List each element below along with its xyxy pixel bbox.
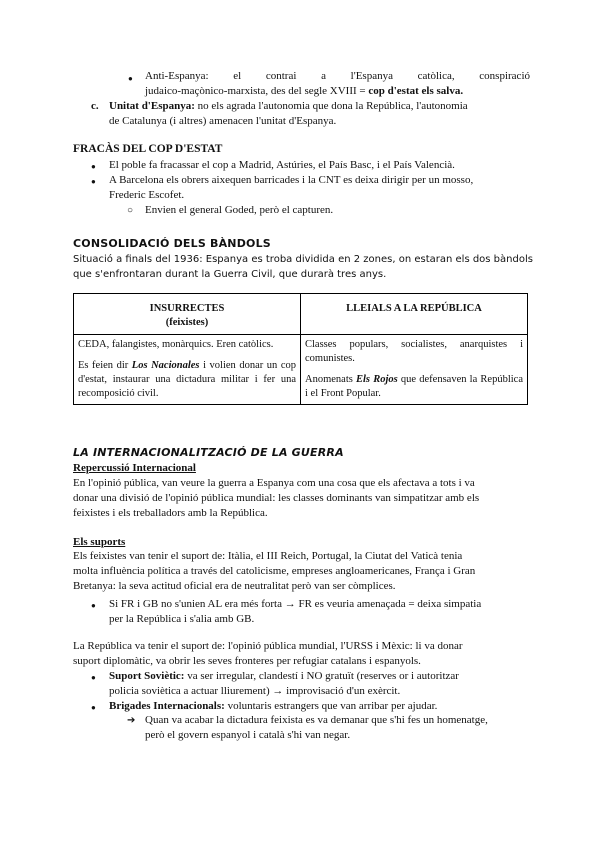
fr-gb-line2: per la República i s'alia amb GB. <box>109 613 255 625</box>
insurgents-title: INSURRECTES <box>149 303 225 314</box>
anti-spain-bullet <box>128 71 133 86</box>
fascist-supports-line2: molta influència política a través del catolicisme, empreses angloamericanes, França i Gran <box>73 565 476 577</box>
repercussion-subheading: Repercussió Internacional <box>73 462 196 474</box>
insurgents-cell <box>74 335 301 405</box>
loyalists-desc-suffix: que defensaven la República i el Front Popular. <box>305 374 523 399</box>
brigades-sub-item <box>145 713 545 743</box>
failure-bullet-2-line2: Frederic Escofet. <box>109 189 185 201</box>
insurgents-description <box>78 359 296 401</box>
consolidation-heading: CONSOLIDACIÓ DELS BÀNDOLS <box>73 237 271 250</box>
list-marker-c: c. <box>91 100 99 112</box>
loyalists-description <box>305 373 523 401</box>
insurgents-desc-suffix: i volien donar un cop d'estat, instaurar una dictadura militar i fer una recomposició civil. <box>78 360 296 399</box>
fr-gb-line1: Si FR i GB no s'unien AL era més forta → FR es veuria amenaçada = deixa simpatia <box>109 598 482 610</box>
unity-line1 <box>109 99 539 114</box>
repercussion-line3: feixistes i els treballadors amb la República. <box>73 507 268 519</box>
republic-supports-line1: La República va tenir el suport de: l'opinió pública mundial, l'URSS i Mèxic: li va donar <box>73 640 463 652</box>
loyalists-desc-prefix: Anomenats <box>305 374 357 385</box>
bullet-icon: ● <box>91 673 96 682</box>
insurgents-name: Los Nacionales <box>131 360 200 371</box>
brigades-label: Brigades Internacionals: <box>109 700 225 712</box>
arrow-icon: ➔ <box>127 715 136 726</box>
anti-spain-line1: Anti-Espanya: el contrai a l'Espanya catòlica, conspiració <box>145 70 530 82</box>
repercussion-line1: En l'opinió pública, van veure la guerra a Espanya com una cosa que els afectava a tots i va <box>73 477 475 489</box>
soviet-line1-text: va ser irregular, clandestí i NO gratuït (reserves or i autoritzar <box>184 670 459 682</box>
consolidation-text <box>73 252 533 282</box>
failure-heading: FRACÀS DEL COP D'ESTAT <box>73 143 223 155</box>
failure-bullet-2-line1: A Barcelona els obrers aixequen barricades i la CNT es deixa dirigir per un mosso, <box>109 174 474 186</box>
failure-bullet-2 <box>109 173 539 203</box>
supports-subheading: Els suports <box>73 536 126 548</box>
anti-spain-line2-text: judaico-maçònico-marxista, des del segle XVIII = <box>145 85 369 97</box>
insurgents-members: CEDA, falangistes, monàrquics. Eren catòlics. <box>78 339 274 350</box>
loyalists-name: Els Rojos <box>356 374 398 385</box>
brigades-text: voluntaris estrangers que van arribar per ajudar. <box>224 700 438 712</box>
fascist-supports-line3: Bretanya: la seva actitud oficial era de neutralitat però van ser còmplices. <box>73 580 396 592</box>
brigades-sub-line1: Quan va acabar la dictadura feixista es va demanar que s'hi fes un homenatge, <box>145 714 488 726</box>
consolidation-line1: Situació a finals del 1936: Espanya es troba dividida en 2 zones, on estaran els dos bàndols <box>73 254 533 265</box>
consolidation-line2: que s'enfrontaran durant la Guerra Civil, que durarà tres anys. <box>73 269 387 280</box>
loyalists-members: Classes populars, socialistes, anarquistes i comunistes. <box>305 339 523 364</box>
soviet-line2: policia soviètica a actuar lliurement) → improvisació d'un exèrcit. <box>109 685 401 697</box>
insurgents-desc-prefix: Es feien dir <box>78 360 132 371</box>
failure-bullet-1: El poble fa fracassar el cop a Madrid, Astúries, el País Basc, i el País Valencià. <box>109 159 455 171</box>
bullet-icon: ● <box>91 601 96 610</box>
anti-spain-line2 <box>145 84 530 99</box>
fascist-supports-paragraph <box>73 549 533 594</box>
bullet-icon: ● <box>91 162 96 171</box>
failure-sub-item: Envien el general Goded, però el capturen. <box>145 204 334 216</box>
table-header-loyalists: LLEIALS A LA REPÚBLICA <box>301 294 528 335</box>
repercussion-paragraph <box>73 476 533 521</box>
insurgents-subtitle: (feixistes) <box>165 317 209 328</box>
soviet-line1 <box>109 669 539 684</box>
soviet-support-item <box>109 669 539 699</box>
unity-line2: de Catalunya (i altres) amenacen l'unitat d'Espanya. <box>109 115 337 127</box>
unity-item <box>109 99 539 129</box>
repercussion-line2: donar una divisió de l'opinió pública mundial: les classes dominants van simpatitzar amb els <box>73 492 480 504</box>
anti-spain-conclusion: cop d'estat els salva. <box>368 85 464 97</box>
table-header-row <box>74 294 528 335</box>
bullet-icon: ● <box>91 703 96 712</box>
table-header-insurgents <box>74 294 301 335</box>
bullet-icon: ● <box>91 177 96 186</box>
soviet-label: Suport Soviètic: <box>109 670 185 682</box>
table-row <box>74 335 528 405</box>
republic-supports-line2: suport diplomàtic, va obrir les seves fronteres per refugiar catalans i espanyols. <box>73 655 421 667</box>
sides-comparison-table <box>73 293 528 405</box>
fascist-supports-line1: Els feixistes van tenir el suport de: Itàlia, el III Reich, Portugal, la Ciutat del Vaticà tenia <box>73 550 463 562</box>
brigades-line <box>109 699 539 714</box>
circle-bullet-icon: ○ <box>127 205 134 216</box>
internationalization-heading: LA INTERNACIONALITZACIÓ DE LA GUERRA <box>73 446 344 459</box>
anti-spain-item <box>145 69 530 99</box>
brigades-item <box>109 699 539 714</box>
bullet-icon: ● <box>128 74 133 83</box>
republic-supports-paragraph <box>73 639 533 669</box>
fr-gb-item <box>109 597 539 627</box>
brigades-sub-line2: però el govern espanyol i català s'hi van negar. <box>145 729 351 741</box>
unity-line1-text: no els agrada l'autonomia que dona la República, l'autonomia <box>194 100 468 112</box>
unity-label: Unitat d'Espanya: <box>109 100 195 112</box>
loyalists-cell <box>301 335 528 405</box>
